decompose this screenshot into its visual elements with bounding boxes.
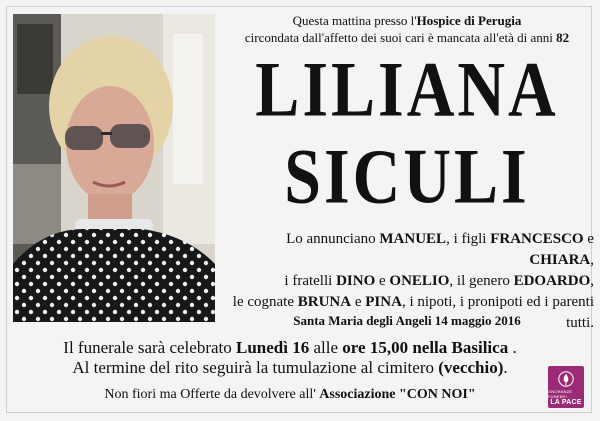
- logo-text: LA PACE: [550, 399, 582, 406]
- funeral-line-2: Al termine del rito seguirà la tumulazione al cimitero (vecchio).: [72, 358, 508, 377]
- funeral-info: [10, 338, 570, 378]
- place-and-date: Santa Maria degli Angeli 14 maggio 2016: [293, 313, 521, 328]
- funeral-line-1: Il funerale sarà celebrato Lunedì 16 alle ore 15,00 nella Basilica .: [63, 338, 517, 357]
- tulip-icon: [558, 371, 574, 387]
- intro-line-1: Questa mattina presso l'Hospice di Perugia: [292, 13, 522, 28]
- logo-text-small: ONORANZE FUNEBRI: [548, 389, 573, 399]
- announcement-line-1: Lo annunciano MANUEL, i figli FRANCESCO e CHIARA,: [286, 231, 594, 268]
- announcement-line-3: le cognate BRUNA e PINA, i nipoti, i pronipoti ed i parenti tutti.: [232, 294, 594, 331]
- age: 82: [556, 30, 570, 45]
- announcement-line-2: i fratelli DINO e ONELIO, il genero EDOARDO,: [284, 273, 594, 289]
- portrait-photo: [13, 14, 215, 322]
- funeral-home-logo: [548, 366, 584, 408]
- association-name: Associazione "CON NOI": [319, 387, 476, 402]
- last-name: SICULI: [284, 134, 530, 221]
- intro-line-2: circondata dall'affetto dei suoi cari è mancata all'età di anni 82: [244, 30, 570, 45]
- hospice-name: Hospice di Perugia: [416, 13, 522, 28]
- intro-text: [226, 12, 588, 46]
- first-name: LILIANA: [255, 47, 559, 134]
- donation-note: Non fiori ma Offerte da devolvere all' Associazione "CON NOI": [104, 387, 476, 402]
